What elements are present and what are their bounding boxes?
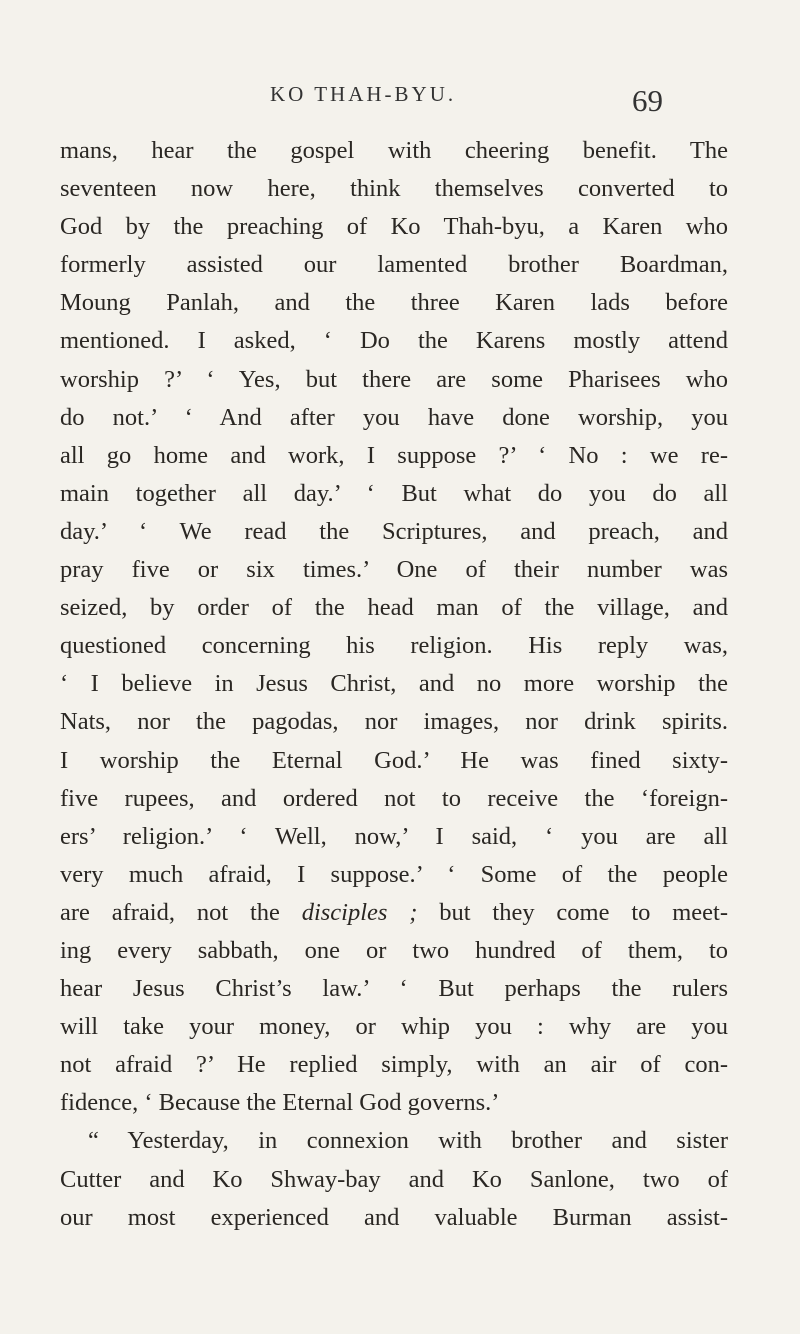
text-line: worship ?’ ‘ Yes, but there are some Pharisees who — [60, 365, 728, 393]
text-line: fidence, ‘ Because the Eternal God governs.’ — [60, 1089, 500, 1117]
text-run: are afraid, not the — [60, 898, 302, 926]
text-line: very much afraid, I suppose.’ ‘ Some of the people — [60, 860, 728, 888]
text-line: five rupees, and ordered not to receive the ‘foreign- — [60, 784, 728, 812]
italic-emphasis: disciples ; — [301, 898, 418, 926]
text-line: mentioned. I asked, ‘ Do the Karens mostly attend — [60, 327, 728, 355]
text-line: Nats, nor the pagodas, nor images, nor drink spirits. — [60, 708, 728, 736]
text-line: ing every sabbath, one or two hundred of them, to — [60, 936, 728, 964]
text-line: day.’ ‘ We read the Scriptures, and preach, and — [60, 517, 728, 545]
text-line: questioned concerning his religion. His reply was, — [60, 632, 728, 660]
text-line: formerly assisted our lamented brother Boardman, — [60, 251, 728, 279]
text-line: main together all day.’ ‘ But what do you do all — [60, 479, 728, 507]
text-line: not afraid ?’ He replied simply, with an air of con- — [60, 1051, 728, 1079]
page-number: 69 — [632, 83, 663, 118]
text-line: seventeen now here, think themselves converted to — [60, 175, 728, 203]
text-line: hear Jesus Christ’s law.’ ‘ But perhaps the rulers — [60, 975, 728, 1003]
running-header: KO THAH-BYU. — [270, 82, 457, 106]
text-line: do not.’ ‘ And after you have done worship, you — [60, 403, 728, 431]
body-text — [60, 132, 728, 1237]
text-line: all go home and work, I suppose ?’ ‘ No : we re- — [60, 441, 728, 469]
text-line: pray five or six times.’ One of their number was — [60, 556, 728, 584]
text-line: ers’ religion.’ ‘ Well, now,’ I said, ‘ you are all — [60, 822, 728, 850]
text-line — [60, 894, 728, 932]
text-line: Moung Panlah, and the three Karen lads before — [60, 289, 728, 317]
text-line: mans, hear the gospel with cheering benefit. The — [60, 137, 728, 164]
text-line: will take your money, or whip you : why are you — [60, 1013, 728, 1041]
text-line: God by the preaching of Ko Thah-byu, a Karen who — [60, 213, 728, 241]
text-line: our most experienced and valuable Burman assist- — [60, 1203, 728, 1231]
text-run: but they come to meet- — [417, 898, 728, 926]
text-line: I worship the Eternal God.’ He was fined sixty- — [60, 746, 728, 774]
text-line: Cutter and Ko Shway-bay and Ko Sanlone, two of — [60, 1165, 728, 1193]
text-line: seized, by order of the head man of the village, and — [60, 594, 728, 622]
text-line: “ Yesterday, in connexion with brother and sister — [88, 1127, 728, 1155]
text-line: ‘ I believe in Jesus Christ, and no more worship the — [60, 670, 728, 698]
